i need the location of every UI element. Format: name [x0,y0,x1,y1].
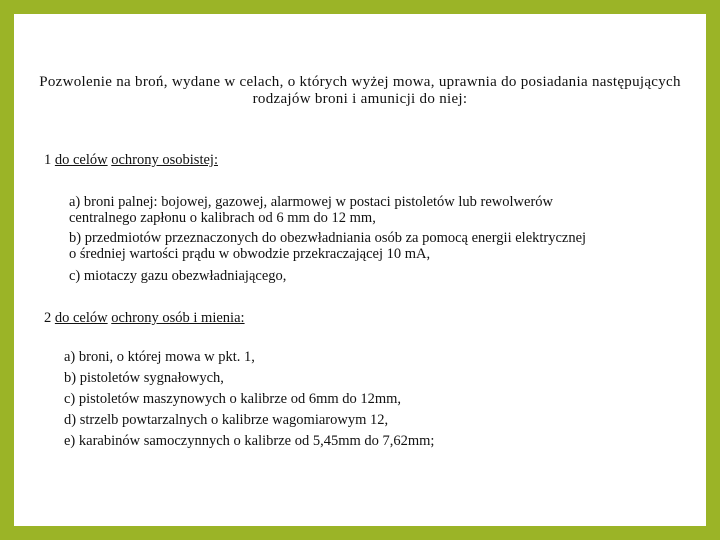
section-1-title: ochrony osobistej [111,152,214,168]
list-item: c) pistoletów maszynowych o kalibrze od 6mm do 12mm, [64,391,402,407]
list-item: a) broni, o której mowa w pkt. 1, [64,349,255,365]
list-item: a) broni palnej: bojowej, gazowej, alarmowej w postaci pistoletów lub rewolwerów [69,194,554,210]
list-item: b) pistoletów sygnałowych, [64,370,224,386]
list-item: e) karabinów samoczynnych o kalibrze od 5,45mm do 7,62mm; [64,433,435,449]
list-item: o średniej wartości prądu w obwodzie przekraczającej 10 mA, [69,246,431,262]
list-item: centralnego zapłonu o kalibrach od 6 mm do 12 mm, [69,210,376,226]
section-2-heading [44,310,245,327]
slide [14,14,706,526]
page-title: Pozwolenie na broń, wydane w celach, o których wyżej mowa, uprawnia do posiadania następujących rodzajów broni i amunicji do niej: [39,74,681,107]
list-item: c) miotaczy gazu obezwładniającego, [69,268,287,284]
section-1-heading [44,152,218,169]
list-item: b) przedmiotów przeznaczonych do obezwładniania osób za pomocą energii elektrycznej [69,230,587,246]
section-2-colon: : [240,310,245,326]
section-2-prefix: do celów [54,310,108,326]
section-1-prefix: do celów [54,152,108,168]
section-2-number: 2 [44,310,52,326]
section-2-title: ochrony osób i mienia [111,310,241,326]
list-item: d) strzelb powtarzalnych o kalibrze wagomiarowym 12, [64,412,389,428]
section-1-number: 1 [44,152,52,168]
section-1-colon: : [213,152,218,168]
